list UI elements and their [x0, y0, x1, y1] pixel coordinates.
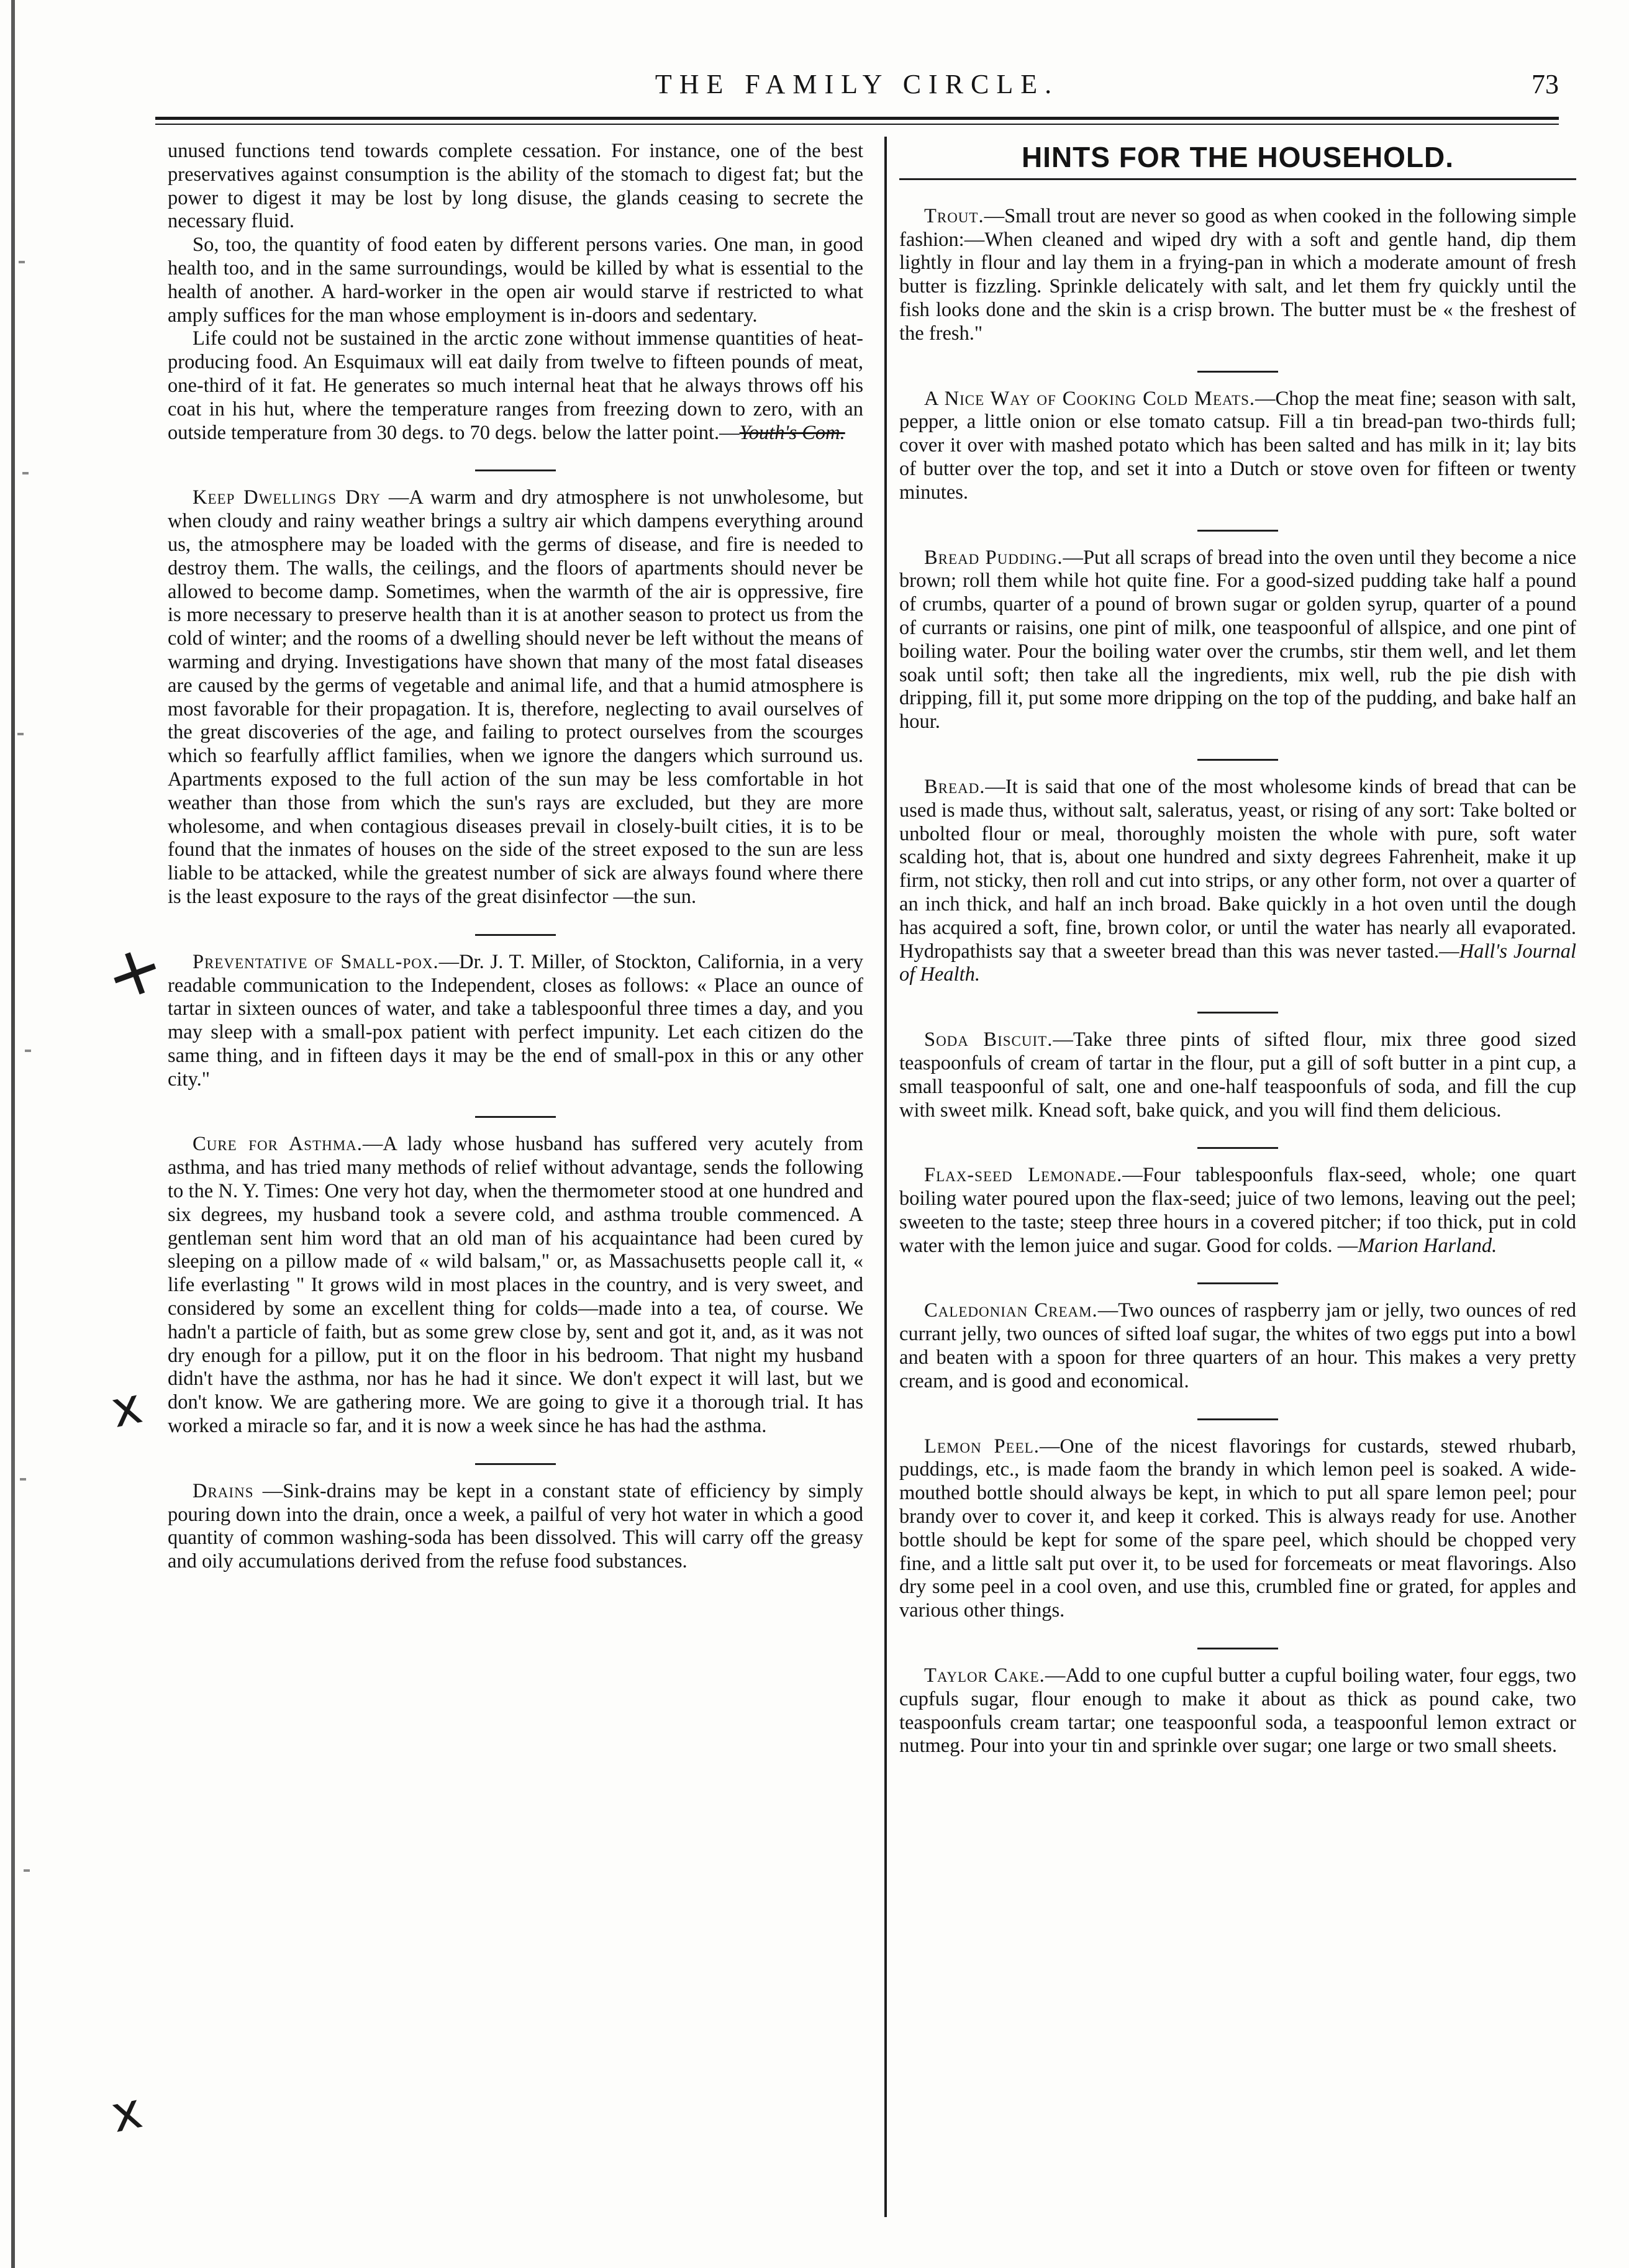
recipe-title: Trout. — [924, 204, 984, 227]
handwritten-x-mark: x — [106, 1376, 147, 1439]
handwritten-x-mark: x — [106, 2081, 147, 2144]
arctic-source: Youth's Com. — [739, 421, 845, 444]
binding-edge — [0, 0, 43, 2268]
recipe-caledonian-cream — [899, 1299, 1576, 1393]
binding-speck — [17, 733, 24, 735]
article-keep-dwellings-dry — [168, 486, 863, 909]
recipe-taylor-cake — [899, 1664, 1576, 1758]
article-smallpox — [168, 951, 863, 1092]
recipe-body: —One of the nicest flavorings for custards, stewed rhubarb, puddings, etc., is made faom the brandy in which lemon peel is soaked. A wide-mouthed bottle should always be kept, in which to put all spare lemon peel; pour brandy over to cover it, and keep it corked. This is always ready for use. Another bottle should be kept for some of the spare peel, which should be chopped very fine, and a little salt put over it, to be used for forcemeats or meat flavorings. Also dry some peel in a cool oven, and use this, crumbled fine or grated, for apples and various other things. — [899, 1435, 1577, 1622]
section-rule — [475, 469, 556, 471]
recipe-body: —Four tablespoonfuls flax-seed, whole; one quart boiling water poured upon the flax-seed; juice of two lemons, leaving out the peel; sweeten to the taste; steep three hours in a covered pitcher; if too thick, put in cold water with the lemon juice and sugar. Good for colds. — — [899, 1164, 1576, 1257]
section-rule — [1197, 371, 1278, 373]
section-rule — [475, 1116, 556, 1118]
recipe-title: Flax-seed Lemonade. — [924, 1164, 1123, 1187]
article-body: —A lady whose husband has suffered very acutely from asthma, and has tried many methods of relief without advantage, sends the following to the N. Y. Times: One very hot day, when the thermometer stood at one hundred and six degrees, my husband took a severe cold, and asthma trouble commenced. A gentleman sent him word that an old man of his acquaintance had been cured by sleeping on a pillow made of « wild balsam," or, as Massachusetts people call it, « life everlasting " It grows wild in most places in the country, and is very sweet, and considered by some an excellent thing for colds—made into a tea, of course. We hadn't a particle of faith, but as some grew close by, sent and got it, and, as it was not dry enough for a pillow, put it on the floor in his bedroom. That night my husband didn't have the asthma, nor has he had it since. We don't expect it will last, but we don't know. We are gathering more. We are going to give it a thorough trial. It has worked a miracle so far, and it is now a week since he has had the asthma. — [168, 1133, 864, 1438]
section-rule — [475, 934, 556, 936]
recipe-bread — [899, 776, 1576, 987]
header-rule-thick — [155, 117, 1559, 120]
handwritten-cross-mark: + — [93, 924, 175, 1018]
article-body: —Sink-drains may be kept in a constant state of efficiency by simply pouring down into the drain, once a week, a pailful of very hot water in which a good quantity of common washing-soda has been dissolved. This will carry off the greasy and oily accumulations derived from the refuse food substances. — [168, 1479, 863, 1573]
binding-speck — [19, 261, 25, 263]
recipe-lemon-peel — [899, 1435, 1576, 1623]
recipe-title: A Nice Way of Cooking Cold Meats. — [924, 387, 1256, 410]
paragraph-unused-functions: unused functions tend towards complete cessation. For instance, one of the best preservatives against consumption is the ability of the stomach to digest fat; but the power to digest it may be lost by long disuse, the glands ceasing to secrete the necessary fluid. — [168, 140, 863, 233]
article-body: —A warm and dry atmosphere is not unwholesome, but when cloudy and rainy weather brings a sultry air which dampens everything around us, the atmosphere may be loaded with the germs of disease, and fire is needed to destroy them. The walls, the ceilings, and the floors of apartments should never be allowed to become damp. Sometimes, when the warmth of the air is oppressive, fire is more necessary to preserve health than it is at another season to protect us from the cold of winter; and the rooms of a dwelling should never be left without the means of warming and drying. Investigations have shown that many of the most fatal diseases are caused by the germs of vegetable and animal life, and that a humid atmosphere is most favorable for their propagation. It is, therefore, neglecting to avail ourselves of the great discoveries of the age, and failing to protect ourselves from the scourges which so fearfully afflict families, when we ignore the dangers which surround us. Apartments exposed to the full action of the sun may be less comfortable in hot weather than those from which the sun's rays are excluded, but they are more wholesome, and when contagious diseases prevail in closely-built cities, it is to be found that the inmates of houses on the side of the street exposed to the sun are less liable to be attacked, while the greatest number of sick are always found where there is the least exposure to the rays of the great disinfector —the sun. — [168, 486, 863, 908]
binding-speck — [24, 1869, 30, 1872]
recipe-body: —Put all scraps of bread into the oven until they become a nice brown; roll them while hot quite fine. For a good-sized pudding take half a pound of crumbs, quarter of a pound of brown sugar or golden syrup, quarter of a pound of currants or raisins, one pint of milk, one teaspoonful of allspice, and one pint of boiling water. Pour the boiling water over the crumbs, stir them well, and let them soak until soft; then take all the ingredients, mix well, rub the pie dish with dripping, fill it, put some more dripping on the top of the pudding, and bake half an hour. — [899, 546, 1576, 733]
recipe-title: Taylor Cake. — [924, 1664, 1045, 1687]
section-rule — [1197, 1012, 1278, 1014]
recipe-body: —It is said that one of the most wholesome kinds of bread that can be used is made thus, without salt, saleratus, yeast, or rising of any sort: Take bolted or unbolted flour or meal, thoroughly moisten the whole with pure, soft water scalding hot, that is, about one hundred and sixty degrees Fahrenheit, make it up firm, not sticky, then roll and cut into strips, or any other form, not over a quarter of an inch thick, and half an inch broad. Bake quickly in a hot oven until the dough has acquired a soft, fine, brown color, or until the water has nearly all evaporated. Hydropathists say that a sweeter bread than this was never tasted.— — [899, 775, 1576, 963]
recipe-title: Caledonian Cream. — [924, 1299, 1098, 1322]
binding-speck — [22, 472, 29, 474]
section-rule — [475, 1463, 556, 1465]
recipe-flax-seed-lemonade — [899, 1164, 1576, 1258]
article-drains — [168, 1480, 863, 1574]
section-rule — [1197, 759, 1278, 761]
section-rule — [1197, 1418, 1278, 1420]
binding-line — [11, 0, 15, 2268]
recipe-title: Soda Biscuit. — [924, 1028, 1053, 1051]
column-rule — [884, 137, 887, 2217]
article-title: Cure for Asthma. — [193, 1133, 363, 1156]
recipe-body: —Chop the meat fine; season with salt, pepper, a little onion or else tomato catsup. Fill a tin bread-pan two-thirds full; cover it over with mashed potato which has been salted and has milk in it; lay bits of butter over the top, and set it into a Dutch or stove oven for fifteen or twenty minutes. — [899, 387, 1576, 504]
recipe-cold-meats — [899, 388, 1576, 505]
recipe-trout — [899, 205, 1576, 346]
header-rule-thin — [155, 124, 1559, 125]
recipe-body: —Two ounces of raspberry jam or jelly, two ounces of red currant jelly, two ounces of sifted loaf sugar, the whites of two eggs put into a bowl and beaten with a spoon for three quarters of an hour. This makes a very pretty cream, and is good and economical. — [899, 1299, 1576, 1392]
right-column — [899, 140, 1576, 1758]
recipe-source: Marion Harland. — [1358, 1234, 1497, 1257]
section-heading: HINTS FOR THE HOUSEHOLD. — [1021, 141, 1454, 173]
section-rule — [1197, 1282, 1278, 1284]
article-body: —Dr. J. T. Miller, of Stockton, California, in a very readable communication to the Independent, closes as follows: « Place an ounce of tartar in sixteen ounces of water, and take a tablespoonful three times a day, and you may sleep with a small-pox patient with perfect impunity. Let each citizen do the same thing, and in fifteen days it may be the end of small-pox in this or any other city." — [168, 950, 864, 1091]
heading-rule — [899, 178, 1576, 180]
recipe-body: —Add to one cupful butter a cupful boiling water, four eggs, two cupfuls sugar, flour enough to make it about as thick as pound cake, two teaspoonfuls cream tartar; one teaspoonful soda, a teaspoonful lemon extract or nutmeg. Pour into your tin and sprinkle over sugar; one large or two small sheets. — [899, 1664, 1576, 1758]
binding-speck — [25, 1050, 31, 1052]
article-title: Drains — [193, 1479, 254, 1502]
binding-speck — [20, 1478, 26, 1481]
recipe-soda-biscuit — [899, 1028, 1576, 1122]
recipe-body: —Take three pints of sifted flour, mix three good sized teaspoonfuls of cream of tartar in the flour, put a gill of soft butter in a pint cup, a small teaspoonful of salt, one and one-half teaspoonfuls of soda, and fill the cup with sweet milk. Knead soft, bake quick, and you will find them delicious. — [899, 1028, 1576, 1122]
recipe-title: Lemon Peel. — [924, 1435, 1040, 1458]
paragraph-arctic-zone — [168, 327, 863, 445]
recipe-bread-pudding — [899, 547, 1576, 734]
section-rule — [1197, 1648, 1278, 1649]
recipe-title: Bread Pudding. — [924, 546, 1063, 569]
running-title: THE FAMILY CIRCLE. — [655, 69, 1060, 99]
running-head — [155, 68, 1559, 112]
arctic-text: Life could not be sustained in the arctic zone without immense quantities of heat-producing food. An Esquimaux will eat daily from twelve to fifteen pounds of meat, one-third of it fat. He generates so much internal heat that he always throws off his coat in his hut, where the temperature ranges from freezing down to zero, with an outside temperature from 30 degs. to 70 degs. below the latter point.— — [168, 327, 863, 444]
recipe-body: —Small trout are never so good as when cooked in the following simple fashion:—When cleaned and wiped dry with a soft and gentle hand, dip them lightly in flour and lay them in a frying-pan in which a moderate amount of fresh butter is fizzling. Sprinkle delicately with salt, and let them fry quickly until the fish looks done and the skin is a crisp brown. The butter must be « the freshest of the fresh." — [899, 204, 1576, 345]
section-rule — [1197, 1147, 1278, 1149]
page-number: 73 — [1531, 69, 1559, 99]
article-title: Preventative of Small-pox. — [193, 950, 439, 973]
paragraph-quantity-of-food: So, too, the quantity of food eaten by different persons varies. One man, in good health too, and in the same surroundings, would be killed by what is essential to the health of another. A hard-worker in the open air would starve if restricted to what amply suffices for the man whose employment is in-doors and sedentary. — [168, 234, 863, 327]
recipe-title: Bread. — [924, 775, 986, 798]
article-title: Keep Dwellings Dry — [193, 486, 381, 509]
recipe-source: Hall's Journal of Health. — [899, 940, 1577, 986]
section-rule — [1197, 530, 1278, 532]
article-asthma — [168, 1133, 863, 1438]
left-column — [168, 140, 863, 1574]
